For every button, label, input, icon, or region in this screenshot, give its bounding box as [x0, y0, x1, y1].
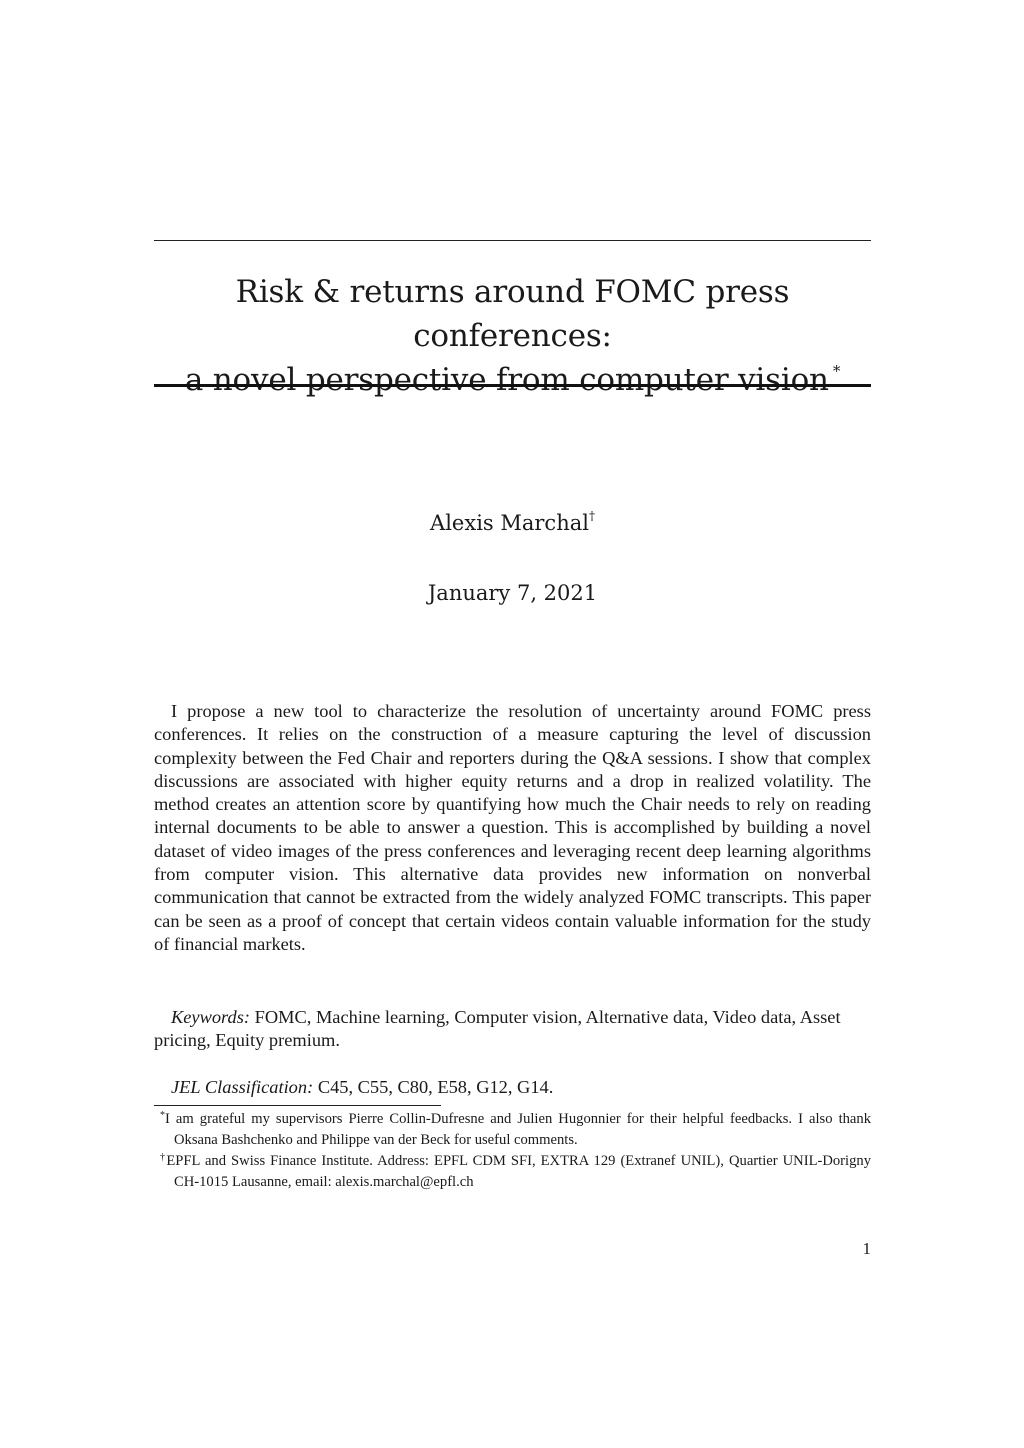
jel-label: JEL Classification:: [171, 1077, 314, 1097]
footnotes: [154, 1109, 871, 1193]
page-number: 1: [862, 1239, 871, 1258]
footnote-text: EPFL and Swiss Finance Institute. Address: EPFL CDM SFI, EXTRA 129 (Extranef UNIL), Quartier UNIL-Dorigny CH-1015 Lausanne, email: alexis.marchal@epfl.ch: [166, 1153, 871, 1190]
author: [154, 508, 871, 538]
jel-text: C45, C55, C80, E58, G12, G14.: [317, 1077, 554, 1097]
title-line-2: [154, 358, 871, 402]
paper-page: [154, 0, 871, 1448]
title-footnote-mark[interactable]: *: [832, 362, 841, 380]
title-line-2-text: a novel perspective from computer vision: [184, 362, 829, 398]
footnote: [154, 1151, 871, 1193]
author-name: Alexis Marchal: [430, 511, 589, 535]
footnote-text: I am grateful my supervisors Pierre Collin-Dufresne and Julien Hugonnier for their helpful feedbacks. I also thank Oksana Bashchenko and Philippe van der Beck for useful comments.: [165, 1111, 871, 1148]
keywords-text: FOMC, Machine learning, Computer vision, Alternative data, Video data, Asset pricing, Equity premium.: [154, 1007, 841, 1051]
keywords-label: Keywords:: [171, 1007, 251, 1027]
footnote-rule: [154, 1105, 441, 1106]
publication-date: January 7, 2021: [427, 581, 598, 605]
footnote-mark: †: [160, 1152, 167, 1163]
keywords: [154, 1006, 871, 1053]
footnote: [154, 1109, 871, 1151]
title-top-rule: [154, 240, 871, 241]
jel-classification: [154, 1076, 871, 1099]
author-footnote-mark[interactable]: †: [588, 509, 595, 523]
abstract: I propose a new tool to characterize the resolution of uncertainty around FOMC press conferences. It relies on the construction of a measure capturing the level of discussion complexity between the Fed Chair and reporters during the Q&A sessions. I show that complex discussions are associated with higher equity returns and a drop in realized volatility. The method creates an attention score by quantifying how much the Chair needs to rely on reading internal documents to be able to answer a question. This is accomplished by building a novel dataset of video images of the press conferences and leveraging recent deep learning algorithms from computer vision. This alternative data provides new information on nonverbal communication that cannot be extracted from the widely analyzed FOMC transcripts. This paper can be seen as a proof of concept that certain videos contain valuable information for the study of financial markets.: [154, 701, 871, 954]
title-bottom-rule: [154, 384, 871, 387]
paper-title: [154, 270, 871, 402]
footnote-mark: *: [160, 1110, 165, 1121]
title-line-1: Risk & returns around FOMC press conferences:: [235, 274, 790, 354]
